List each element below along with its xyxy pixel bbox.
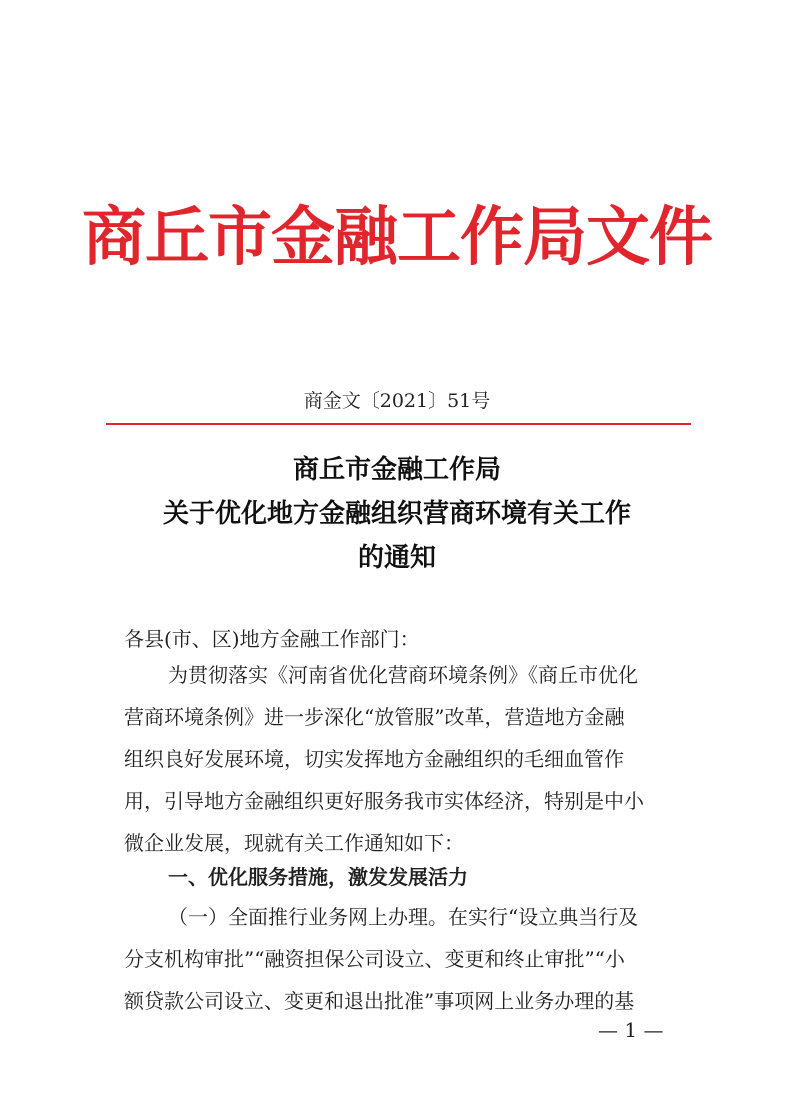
section-1-heading: 一、优化服务措施，激发发展活力 — [168, 865, 468, 889]
notice-title-line-2: 关于优化地方金融组织营商环境有关工作 — [162, 499, 631, 529]
paragraph-1-line-1: 为贯彻落实《河南省优化营商环境条例》《商丘市优化 — [168, 663, 638, 687]
page-number: — 1 — — [598, 1018, 664, 1042]
masthead-title: 商丘市金融工作局文件 — [82, 200, 712, 275]
paragraph-1-line-4: 用，引导地方金融组织更好服务我市实体经济，特别是中小 — [124, 789, 644, 813]
item-1-line-1: （一）全面推行业务网上办理。在实行“设立典当行及 — [168, 905, 639, 929]
item-1-line-2: 分支机构审批”“融资担保公司设立、变更和终止审批”“小 — [124, 947, 625, 971]
salutation: 各县(市、区)地方金融工作部门： — [124, 627, 420, 651]
paragraph-1-line-3: 组织良好发展环境，切实发挥地方金融组织的毛细血管作 — [124, 747, 624, 771]
paragraph-1-line-2: 营商环境条例》进一步深化“放管服”改革，营造地方金融 — [124, 705, 625, 729]
notice-title-line-3: 的通知 — [357, 543, 436, 573]
notice-title-line-1: 商丘市金融工作局 — [292, 455, 501, 485]
item-1-line-3: 额贷款公司设立、变更和退出批准”事项网上业务办理的基 — [124, 989, 635, 1013]
red-divider-rule — [106, 423, 691, 425]
document-number: 商金文〔2021〕51号 — [303, 390, 491, 412]
paragraph-1-line-5: 微企业发展，现就有关工作通知如下： — [124, 831, 464, 855]
